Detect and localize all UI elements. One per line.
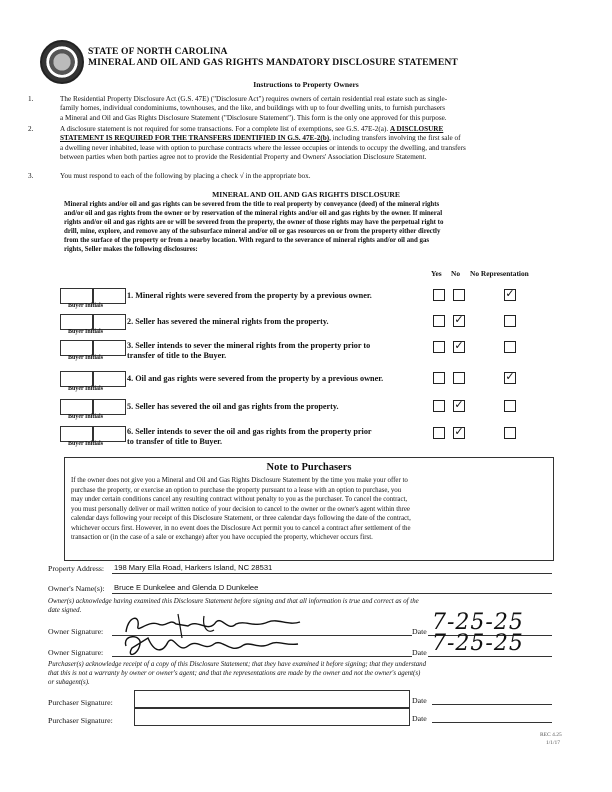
- disclosure-statement-6: [127, 427, 427, 447]
- note-line: calendar days following your receipt of this Disclosure Statement, or three calendar days following the date of the contract,: [71, 515, 411, 522]
- disclosure-statement-5: [127, 402, 427, 412]
- purchaser-date-1-field[interactable]: [432, 704, 552, 705]
- instruction-2-emphasis: STATEMENT IS REQUIRED FOR THE TRANSFERS IDENTIFIED IN G.S. 47E-2(b): [60, 134, 330, 143]
- purchaser-signature-1-label: Purchaser Signature:: [48, 698, 113, 707]
- note-line: whichever occurs first. However, in no event does the Disclosure Act permit you to cancel a contract after settlement of the: [71, 524, 411, 532]
- instruction-2-text: , including transfers involving the first sale of: [329, 134, 461, 143]
- property-address-field[interactable]: 198 Mary Ella Road, Harkers Island, NC 28531: [114, 563, 273, 572]
- purchaser-signature-2-label: Purchaser Signature:: [48, 716, 113, 725]
- owner-date-1-label: Date: [412, 627, 427, 636]
- checkbox-no-5[interactable]: ✓: [454, 399, 464, 411]
- owner-date-2-line: [428, 656, 552, 657]
- disclosure-text: 2. Seller has severed the mineral rights from the property.: [127, 317, 329, 326]
- checkbox-no-3[interactable]: ✓: [454, 340, 464, 352]
- disclosure-text: 3. Seller intends to sever the mineral rights from the property prior to: [127, 341, 371, 350]
- disclosure-statement-4: [127, 374, 427, 384]
- buyer-initials-box[interactable]: [92, 288, 126, 304]
- section-line: and/or oil and gas rights from the owner or by reservation of the mineral rights and/or oil and gas rights by the owner. If mineral: [64, 210, 443, 217]
- purchaser-signature-1-field[interactable]: [134, 690, 410, 708]
- property-address-line: [112, 573, 552, 574]
- instruction-1: [60, 95, 580, 123]
- note-line: purchase the property, or exercise an option to purchase the property pursuant to a lease with an option to purchase, you: [71, 486, 402, 494]
- checkbox-norep-2[interactable]: [504, 315, 516, 327]
- buyer-initials-box[interactable]: [92, 314, 126, 330]
- disclosure-text: 1. Mineral rights were severed from the property by a previous owner.: [127, 291, 372, 300]
- form-title: MINERAL AND OIL AND GAS RIGHTS MANDATORY DISCLOSURE STATEMENT: [88, 57, 458, 68]
- section-line: rights, Seller makes the following disclosures:: [64, 246, 198, 253]
- instruction-2: [60, 125, 580, 162]
- owner-signature-1-label: Owner Signature:: [48, 627, 104, 636]
- checkbox-norep-1[interactable]: ✓: [505, 288, 515, 300]
- note-to-purchasers: [64, 457, 554, 561]
- item-number: 1.: [28, 95, 34, 103]
- owner-date-1-field[interactable]: 7-25-25: [432, 610, 524, 635]
- buyer-initials-box[interactable]: [60, 340, 94, 356]
- disclosure-text: to transfer of title to Buyer.: [127, 437, 223, 446]
- purchaser-ack-line: Purchaser(s) acknowledge receipt of a copy of this Disclosure Statement; that they have examined it before signing; that they understand: [48, 661, 427, 668]
- instruction-1-line: a Mineral and Oil and Gas Rights Disclosure Statement ("Disclosure Statement"). This form is the only one approved for this purpose.: [60, 113, 447, 122]
- checkbox-yes-3[interactable]: [433, 341, 445, 353]
- disclosure-text: 4. Oil and gas rights were severed from the property by a previous owner.: [127, 374, 384, 383]
- disclosure-statement-3: [127, 341, 427, 361]
- purchaser-signature-2-field[interactable]: [134, 708, 410, 726]
- owner-names-label: Owner's Name(s):: [48, 584, 105, 593]
- purchaser-ack-line: or subagent(s).: [48, 679, 90, 686]
- note-line: If the owner does not give you a Mineral and Oil and Gas Rights Disclosure Statement by the time you make your offer to: [71, 477, 408, 484]
- buyer-initials-label: Buyer Initials: [68, 329, 104, 335]
- checkbox-norep-5[interactable]: [504, 400, 516, 412]
- section-paragraph: [64, 200, 564, 254]
- state-seal: [40, 40, 84, 84]
- form-revision-date: 1/1/17: [546, 740, 561, 746]
- buyer-initials-box[interactable]: [92, 371, 126, 387]
- section-line: Mineral rights and/or oil and gas rights can be severed from the title to real property by conveyance (deed) of the mineral rights: [64, 201, 440, 208]
- note-heading: Note to Purchasers: [266, 462, 352, 473]
- section-heading: MINERAL AND OIL AND GAS RIGHTS DISCLOSURE: [212, 190, 400, 199]
- purchaser-ack-line: that this is not a warranty by owner or owner's agent; and that the representations are made by the owner and not the owner's agent(s): [48, 670, 421, 677]
- instruction-1-line: family homes, individual condominiums, townhouses, and the like, and buildings with up to four dwelling units, to furnish purchasers: [60, 104, 446, 113]
- owner-date-2-label: Date: [412, 648, 427, 657]
- checkbox-no-6[interactable]: ✓: [454, 426, 464, 438]
- instruction-2-line: a dwelling never inhabited, lease with option to purchase contracts where the lessee occupies or intends to occupy the dwelling, and transfers: [60, 143, 466, 152]
- instruction-2-line: between parties when both parties agree not to provide the Residential Property and Owners' Association Disclosure Statement.: [60, 152, 427, 161]
- owner-date-2-field[interactable]: 7-25-25: [432, 631, 524, 656]
- buyer-initials-label: Buyer Initials: [68, 386, 104, 392]
- disclosure-text: 5. Seller has severed the oil and gas rights from the property.: [127, 402, 339, 411]
- purchaser-date-1-label: Date: [412, 696, 427, 705]
- checkbox-yes-1[interactable]: [433, 289, 445, 301]
- section-line: drill, mine, explore, and remove any of the subsurface mineral and/or oil or gas resources on or from the property either directly: [64, 228, 441, 235]
- note-body: [65, 473, 553, 543]
- buyer-initials-box[interactable]: [92, 399, 126, 415]
- item-number: 3.: [28, 172, 34, 180]
- instructions-heading: Instructions to Property Owners: [253, 80, 359, 89]
- note-line: may under certain conditions cancel any resulting contract without penalty to you as the purchaser. To cancel the contract,: [71, 496, 408, 503]
- buyer-initials-label: Buyer Initials: [68, 355, 104, 361]
- instruction-3: You must respond to each of the following by placing a check √ in the appropriate box.: [60, 172, 311, 180]
- checkbox-norep-4[interactable]: ✓: [505, 371, 515, 383]
- col-no: No: [451, 269, 461, 278]
- item-number: 2.: [28, 125, 34, 133]
- instruction-1-line: The Residential Property Disclosure Act (G.S. 47E) ("Disclosure Act") requires owners of certain residential real estate such as single-: [60, 95, 448, 103]
- checkbox-norep-3[interactable]: [504, 341, 516, 353]
- disclosure-text: transfer of title to the Buyer.: [127, 351, 227, 360]
- buyer-initials-label: Buyer Initials: [68, 441, 104, 447]
- col-no-representation: No Representation: [470, 269, 529, 278]
- buyer-initials-box[interactable]: [60, 371, 94, 387]
- buyer-initials-box[interactable]: [60, 426, 94, 442]
- checkbox-yes-6[interactable]: [433, 427, 445, 439]
- instruction-2-text: A disclosure statement is not required for some transactions. For a complete list of exemptions, see G.S. 47E-2(a).: [60, 125, 389, 133]
- buyer-initials-box[interactable]: [60, 399, 94, 415]
- checkbox-no-4[interactable]: [453, 372, 465, 384]
- owner-signature-2-image: [118, 632, 308, 660]
- state-heading: STATE OF NORTH CAROLINA: [88, 46, 228, 57]
- owner-ack-line: Owner(s) acknowledge having examined this Disclosure Statement before signing and that all information is true and correct as of the: [48, 598, 419, 605]
- checkbox-yes-4[interactable]: [433, 372, 445, 384]
- disclosure-text: 6. Seller intends to sever the oil and gas rights from the property prior: [127, 427, 372, 436]
- checkbox-norep-6[interactable]: [504, 427, 516, 439]
- checkbox-no-2[interactable]: ✓: [454, 314, 464, 326]
- disclosure-statement-1: [127, 291, 427, 301]
- note-line: transaction or (in the case of a sale or exchange) after you have occupied the property, whichever occurs first.: [71, 534, 373, 541]
- purchaser-acknowledgment: [48, 660, 568, 687]
- purchaser-date-2-field[interactable]: [432, 722, 552, 723]
- checkbox-yes-2[interactable]: [433, 315, 445, 327]
- buyer-initials-label: Buyer Initials: [68, 414, 104, 420]
- owner-names-field[interactable]: Bruce E Dunkelee and Glenda D Dunkelee: [114, 583, 259, 592]
- section-line: from the surface of the property or from a nearby location. With regard to the severance of mineral rights and/or oil and gas: [64, 237, 430, 244]
- checkbox-no-1[interactable]: [453, 289, 465, 301]
- form-code: REC 4.25: [540, 732, 562, 738]
- owner-names-line: [112, 593, 552, 594]
- checkbox-yes-5[interactable]: [433, 400, 445, 412]
- buyer-initials-box[interactable]: [92, 340, 126, 356]
- owner-signature-2-label: Owner Signature:: [48, 648, 104, 657]
- note-line: you must personally deliver or mail written notice of your decision to cancel to the owner or the owner's agent within three: [71, 505, 410, 513]
- buyer-initials-box[interactable]: [60, 288, 94, 304]
- disclosure-statement-2: [127, 317, 427, 327]
- owner-ack-line: date signed.: [48, 607, 82, 614]
- buyer-initials-label: Buyer Initials: [68, 303, 104, 309]
- col-yes: Yes: [431, 269, 442, 278]
- buyer-initials-box[interactable]: [60, 314, 94, 330]
- instruction-2-emphasis: A DISCLOSURE: [389, 125, 444, 133]
- property-address-label: Property Address:: [48, 564, 105, 573]
- section-line: rights and/or oil and gas rights are or will be severed from the property, the owner of those rights may have the perpetual right to: [64, 219, 444, 226]
- buyer-initials-box[interactable]: [92, 426, 126, 442]
- purchaser-date-2-label: Date: [412, 714, 427, 723]
